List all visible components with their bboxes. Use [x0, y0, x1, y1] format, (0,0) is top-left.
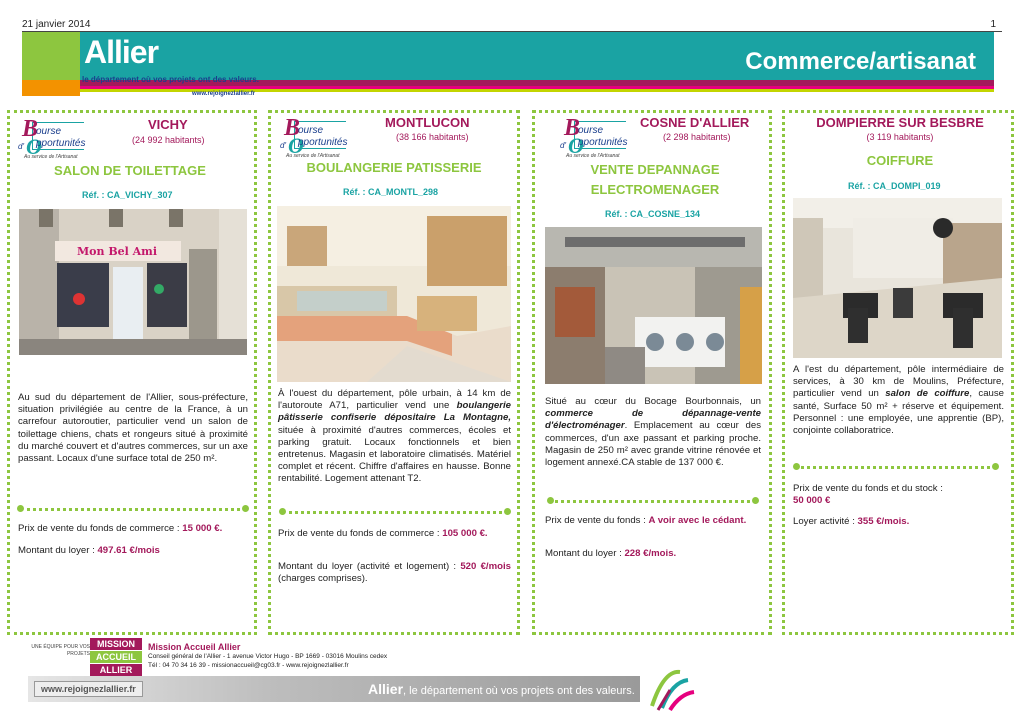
listing-population: (2 298 habitants) — [663, 132, 731, 142]
listing-city: COSNE D'ALLIER — [640, 115, 750, 130]
brand-title: Allier — [84, 34, 159, 70]
listing-ref: Réf. : CA_COSNE_134 — [605, 209, 701, 219]
allier-emblem-icon — [640, 664, 700, 714]
listing-photo — [19, 209, 247, 355]
listing-price: Prix de vente du fonds : A voir avec le cédant. — [545, 515, 747, 526]
shop-sign: Mon Bel Ami — [77, 245, 157, 258]
separator-dots — [796, 466, 996, 470]
footer-mission-title: Mission Accueil Allier — [148, 642, 241, 652]
listing-ref: Réf. : CA_DOMPI_019 — [848, 181, 941, 191]
separator-dots — [550, 500, 756, 504]
listing-activity: COIFFURE — [866, 153, 934, 168]
listing-rent: Montant du loyer : 497.61 €/mois — [18, 545, 160, 556]
listing-population: (3 119 habitants) — [866, 132, 934, 142]
brand-tagline: le département où vos projets ont des valeurs. — [82, 75, 259, 84]
separator-dots — [282, 511, 508, 515]
bourse-opportunites-logo: B ourse d' O pportunités Au service de l'Artisanat — [280, 115, 348, 159]
bourse-opportunites-logo: B ourse d' O pportunités Au service de l'Artisanat — [18, 116, 86, 160]
listing-rent: Montant du loyer : 228 €/mois. — [545, 548, 677, 559]
listing-activity: VENTE DEPANNAGE ELECTROMENAGER — [590, 162, 720, 197]
footer-address: Conseil général de l'Allier - 1 avenue Victor Hugo - BP 1669 - 03016 Moulins cedex — [148, 653, 388, 660]
listing-population: (38 166 habitants) — [396, 132, 469, 142]
listing-rent: Loyer activité : 355 €/mois. — [793, 516, 910, 527]
listing-description: A l'est du département, pôle intermédiaire de services, à 30 km de Moulins, Préfecture, particulier vend un salon de coiffure, cause santé, Surface 50 m² + réserve et équipement. Personnel : une employée, une apprentie (BP), conjointe collaboratrice. — [793, 364, 1004, 437]
page-number: 1 — [990, 19, 996, 30]
listing-price: Prix de vente du fonds de commerce : 105 000 €. — [278, 528, 488, 539]
listing-photo — [793, 198, 1002, 358]
footer-banner — [28, 676, 640, 702]
listing-price: Prix de vente du fonds et du stock : 50 000 € — [793, 483, 943, 506]
listing-activity: BOULANGERIE PATISSERIE — [306, 160, 482, 175]
listing-photo — [545, 227, 762, 384]
footer-slogan: Allier, le département où vos projets ont des valeurs. — [368, 681, 635, 697]
footer-contact: Tél : 04 70 34 16 39 - missionaccueil@cg03.fr - www.rejoignezlallier.fr — [148, 662, 349, 669]
listing-city: DOMPIERRE SUR BESBRE — [816, 115, 984, 130]
footer-website-link[interactable]: www.rejoignezlallier.fr — [34, 681, 143, 697]
listing-activity: SALON DE TOILETTAGE — [54, 163, 206, 178]
header-banner — [22, 32, 994, 96]
listing-photo — [277, 206, 511, 382]
listing-population: (24 992 habitants) — [132, 135, 205, 145]
listing-description: Au sud du département de l'Allier, sous-préfecture, situation privilégiée au centre de la France, à un carrefour autoroutier, particulier vend un salon de toilettage chiens, chats et rongeurs situé à proximité du marché couvert et d'autres commerces, sur un axe passant. Locaux d'une surface total de 250 m². — [18, 392, 248, 465]
listing-ref: Réf. : CA_MONTL_298 — [343, 187, 439, 197]
listing-city: VICHY — [148, 117, 188, 132]
header-date: 21 janvier 2014 — [22, 19, 91, 30]
bourse-opportunites-logo: B ourse d' O pportunités Au service de l'Artisanat — [560, 115, 628, 159]
separator-dots — [20, 508, 246, 512]
listing-rent: Montant du loyer (activité et logement) : 520 €/mois (charges comprises). — [278, 561, 511, 584]
mission-accueil-logo: UNE ÉQUIPE POUR VOS PROJETS MISSION ACCUEIL ALLIER — [30, 638, 140, 676]
listing-price: Prix de vente du fonds de commerce : 15 000 €. — [18, 523, 223, 534]
listing-description: À l'ouest du département, pôle urbain, à 14 km de l'autoroute A71, particulier vend une boulangerie pâtisserie confiserie dépositaire La Montagne, située à proximité d'autres commerces, écoles et parking gratuit. Locaux fonctionnels et bien entretenus. Magasin et laboratoire climatisés. Matériel complet et récent. Chiffre d'affaires en hausse. Bonne rentabilité. Logement attenant T2. — [278, 388, 511, 485]
listing-description: Situé au cœur du Bocage Bourbonnais, un commerce de dépannage-vente d'électroménager. Emplacement au cœur des commerces, d'un axe passant et parking proche. Magasin de 250 m² avec grande vitrine rénovée et logement annexé.CA stable de 137 000 €. — [545, 396, 761, 469]
section-title: Commerce/artisanat — [745, 48, 976, 75]
listing-city: MONTLUCON — [385, 115, 470, 130]
listing-ref: Réf. : CA_VICHY_307 — [82, 190, 173, 200]
brand-website[interactable]: www.rejoignezlallier.fr — [192, 91, 256, 97]
